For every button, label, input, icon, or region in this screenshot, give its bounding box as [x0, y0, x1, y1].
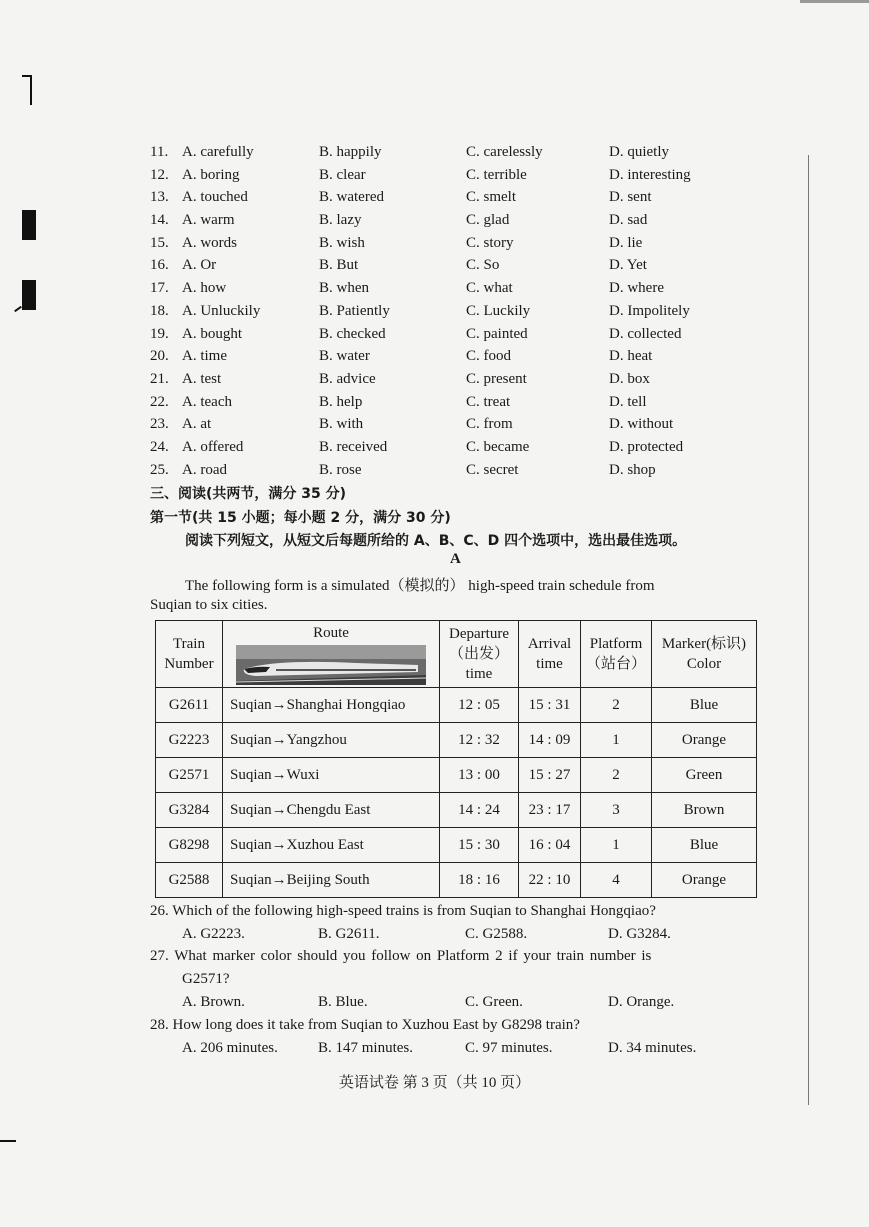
cell-departure: 18 : 16: [440, 863, 519, 898]
q27-option-a: A. Brown.: [182, 994, 245, 1010]
option-b: B. But: [319, 257, 359, 274]
option-c: C. story: [466, 234, 514, 251]
instruction: 阅读下列短文，从短文后每题所给的 A、B、C、D 四个选项中，选出最佳选项。: [185, 533, 687, 549]
top-right-shadow: [800, 0, 869, 3]
header-marker-color: [652, 621, 757, 688]
option-row: [150, 141, 770, 164]
header-route: [223, 621, 440, 688]
header-train-l2: Number: [164, 656, 214, 672]
question-number: 13.: [150, 189, 169, 206]
option-a: A. Unluckily: [182, 302, 261, 319]
table-row: [156, 758, 757, 793]
question-27: 27. What marker color should you follow on Platform 2 if your train number is: [150, 948, 652, 964]
cell-route: Suqian→Beijing South: [223, 863, 440, 898]
option-b: B. happily: [319, 144, 382, 160]
option-c: C. secret: [466, 461, 519, 478]
q27-option-d: D. Orange.: [608, 994, 675, 1010]
cell-platform: 3: [581, 793, 652, 828]
option-a: A. teach: [182, 393, 232, 410]
option-row: [150, 391, 770, 414]
header-dep-l1: Departure: [449, 626, 509, 642]
cell-train-number: G3284: [156, 793, 223, 828]
question-number: 23.: [150, 416, 169, 433]
table-row: [156, 723, 757, 758]
option-b: B. water: [319, 348, 370, 365]
option-d: D. lie: [609, 234, 643, 251]
header-departure: [440, 621, 519, 688]
question-number: 12.: [150, 166, 169, 183]
option-c: C. food: [466, 348, 511, 365]
q28-option-c: C. 97 minutes.: [465, 1040, 553, 1056]
question-number: 11.: [150, 144, 169, 160]
question-number: 16.: [150, 257, 169, 274]
cell-marker-color: Blue: [652, 828, 757, 863]
option-row: [150, 323, 770, 346]
option-a: A. at: [182, 416, 212, 433]
cell-route: Suqian→Chengdu East: [223, 793, 440, 828]
option-b: B. watered: [319, 189, 384, 206]
header-plat-l1: Platform: [589, 636, 643, 652]
cell-marker-color: Green: [652, 758, 757, 793]
option-d: D. protected: [609, 438, 684, 455]
option-c: C. glad: [466, 212, 510, 229]
scan-mark-top: [30, 75, 32, 105]
cell-marker-color: Blue: [652, 688, 757, 723]
cell-route: Suqian→Yangzhou: [223, 723, 440, 758]
page-footer: 英语试卷 第 3 页（共 10 页）: [338, 1075, 531, 1091]
option-b: B. wish: [319, 234, 365, 251]
option-c: C. painted: [466, 325, 528, 342]
cell-platform: 1: [581, 723, 652, 758]
header-arrival: [519, 621, 581, 688]
cell-route: Suqian→Xuzhou East: [223, 828, 440, 863]
cell-train-number: G2611: [156, 688, 223, 723]
right-edge-line: [808, 155, 809, 1105]
option-a: A. touched: [182, 189, 248, 206]
header-arr-l1: Arrival: [527, 636, 572, 652]
option-b: B. Patiently: [319, 302, 390, 319]
option-b: B. help: [319, 393, 363, 410]
binding-mark-tail: [14, 306, 22, 312]
option-a: A. offered: [182, 438, 244, 455]
option-row: [150, 277, 770, 300]
question-number: 14.: [150, 212, 169, 229]
cell-arrival: 14 : 09: [519, 723, 581, 758]
question-27-cont: G2571?: [182, 971, 230, 987]
question-28: 28. How long does it take from Suqian to Xuzhou East by G8298 train?: [150, 1017, 580, 1033]
option-d: D. box: [609, 370, 650, 387]
q28-option-a: A. 206 minutes.: [182, 1040, 278, 1056]
option-row: [150, 254, 770, 277]
option-c: C. smelt: [466, 189, 517, 206]
option-row: [150, 345, 770, 368]
option-c: C. So: [466, 257, 500, 274]
table-row: [156, 863, 757, 898]
cell-departure: 13 : 00: [440, 758, 519, 793]
option-d: D. collected: [609, 325, 682, 342]
header-route-label: Route: [313, 625, 349, 641]
option-c: C. from: [466, 416, 513, 433]
cell-route: Suqian→Shanghai Hongqiao: [223, 688, 440, 723]
scan-mark-bottom: [0, 1140, 16, 1142]
cell-marker-color: Orange: [652, 863, 757, 898]
option-c: C. present: [466, 370, 527, 387]
table-row: [156, 793, 757, 828]
q28-option-d: D. 34 minutes.: [608, 1040, 697, 1056]
cell-departure: 12 : 05: [440, 688, 519, 723]
question-number: 18.: [150, 302, 169, 319]
header-marker-l2: Color: [686, 656, 722, 672]
header-dep-l3: time: [465, 666, 493, 682]
passage-letter: A: [450, 551, 461, 567]
header-platform: [581, 621, 652, 688]
section-title: 三、阅读(共两节，满分 35 分): [150, 486, 347, 502]
option-c: C. became: [466, 438, 530, 455]
option-c: C. what: [466, 280, 513, 297]
header-dep-l2: （出发）: [448, 646, 509, 662]
option-c: C. Luckily: [466, 302, 531, 319]
option-b: B. rose: [319, 461, 362, 478]
option-d: D. sent: [609, 189, 652, 206]
cell-marker-color: Brown: [652, 793, 757, 828]
option-row: [150, 459, 770, 482]
cell-arrival: 16 : 04: [519, 828, 581, 863]
option-a: A. time: [182, 348, 227, 365]
cell-train-number: G2223: [156, 723, 223, 758]
binding-mark-1: [22, 210, 36, 240]
option-row: [150, 300, 770, 323]
option-row: [150, 368, 770, 391]
option-b: B. lazy: [319, 212, 362, 229]
intro-line-2: Suqian to six cities.: [150, 597, 268, 613]
q27-option-b: B. Blue.: [318, 994, 368, 1010]
table-row: [156, 828, 757, 863]
option-a: A. words: [182, 234, 237, 251]
question-26: 26. Which of the following high-speed trains is from Suqian to Shanghai Hongqiao?: [150, 903, 656, 919]
question-number: 24.: [150, 438, 169, 455]
option-d: D. shop: [609, 461, 656, 478]
option-c: C. terrible: [466, 166, 527, 183]
cell-arrival: 15 : 31: [519, 688, 581, 723]
option-row: [150, 164, 770, 187]
option-d: D. tell: [609, 393, 647, 410]
header-plat-l2: （站台）: [585, 656, 646, 672]
cell-train-number: G2588: [156, 863, 223, 898]
option-b: B. clear: [319, 166, 366, 183]
option-a: A. bought: [182, 325, 242, 342]
intro-line-1: The following form is a simulated（模拟的） high-speed train schedule from: [185, 578, 655, 594]
cell-marker-color: Orange: [652, 723, 757, 758]
option-d: D. Impolitely: [609, 302, 690, 319]
option-b: B. advice: [319, 370, 376, 387]
header-train-l1: Train: [173, 636, 205, 652]
train-photo-icon: [236, 645, 426, 685]
cell-train-number: G8298: [156, 828, 223, 863]
option-a: A. how: [182, 280, 227, 297]
q26-option-c: C. G2588.: [465, 926, 528, 942]
option-row: [150, 209, 770, 232]
option-row: [150, 436, 770, 459]
q27-option-c: C. Green.: [465, 994, 523, 1010]
scan-mark-top-tick: [22, 75, 31, 77]
cell-arrival: 15 : 27: [519, 758, 581, 793]
option-d: D. heat: [609, 348, 653, 365]
cell-train-number: G2571: [156, 758, 223, 793]
option-b: B. received: [319, 438, 388, 455]
option-a: A. Or: [182, 257, 217, 274]
cell-arrival: 23 : 17: [519, 793, 581, 828]
cell-platform: 1: [581, 828, 652, 863]
cell-departure: 15 : 30: [440, 828, 519, 863]
question-number: 15.: [150, 234, 169, 251]
question-number: 21.: [150, 370, 169, 387]
cell-platform: 2: [581, 688, 652, 723]
cell-departure: 14 : 24: [440, 793, 519, 828]
part-title: 第一节(共 15 小题；每小题 2 分，满分 30 分): [150, 510, 451, 526]
option-d: D. where: [609, 280, 664, 297]
option-d: D. interesting: [609, 166, 691, 183]
option-a: A. warm: [182, 212, 235, 229]
option-row: [150, 413, 770, 436]
question-number: 17.: [150, 280, 169, 297]
cell-platform: 2: [581, 758, 652, 793]
question-number: 19.: [150, 325, 169, 342]
option-b: B. with: [319, 416, 364, 433]
cell-platform: 4: [581, 863, 652, 898]
option-b: B. checked: [319, 325, 386, 342]
option-a: A. test: [182, 370, 222, 387]
option-b: B. when: [319, 280, 369, 297]
cell-arrival: 22 : 10: [519, 863, 581, 898]
q28-option-b: B. 147 minutes.: [318, 1040, 414, 1056]
question-number: 25.: [150, 461, 169, 478]
cell-route: Suqian→Wuxi: [223, 758, 440, 793]
header-marker-l1: Marker(标识): [661, 636, 747, 652]
train-schedule-table: [155, 620, 757, 898]
option-d: D. quietly: [609, 144, 669, 160]
q26-option-d: D. G3284.: [608, 926, 671, 942]
option-row: [150, 232, 770, 255]
header-train-number: [156, 621, 223, 688]
option-d: D. sad: [609, 212, 648, 229]
cloze-options: [150, 141, 770, 481]
option-a: A. road: [182, 461, 227, 478]
q26-option-b: B. G2611.: [318, 926, 380, 942]
option-d: D. without: [609, 416, 674, 433]
option-a: A. carefully: [182, 144, 254, 160]
question-number: 20.: [150, 348, 169, 365]
option-a: A. boring: [182, 166, 240, 183]
question-number: 22.: [150, 393, 169, 410]
table-row: [156, 688, 757, 723]
binding-mark-2: [22, 280, 36, 310]
cell-departure: 12 : 32: [440, 723, 519, 758]
option-c: C. carelessly: [466, 144, 543, 160]
option-d: D. Yet: [609, 257, 647, 274]
header-arr-l2: time: [536, 656, 563, 672]
option-row: [150, 186, 770, 209]
option-c: C. treat: [466, 393, 511, 410]
q26-option-a: A. G2223.: [182, 926, 245, 942]
